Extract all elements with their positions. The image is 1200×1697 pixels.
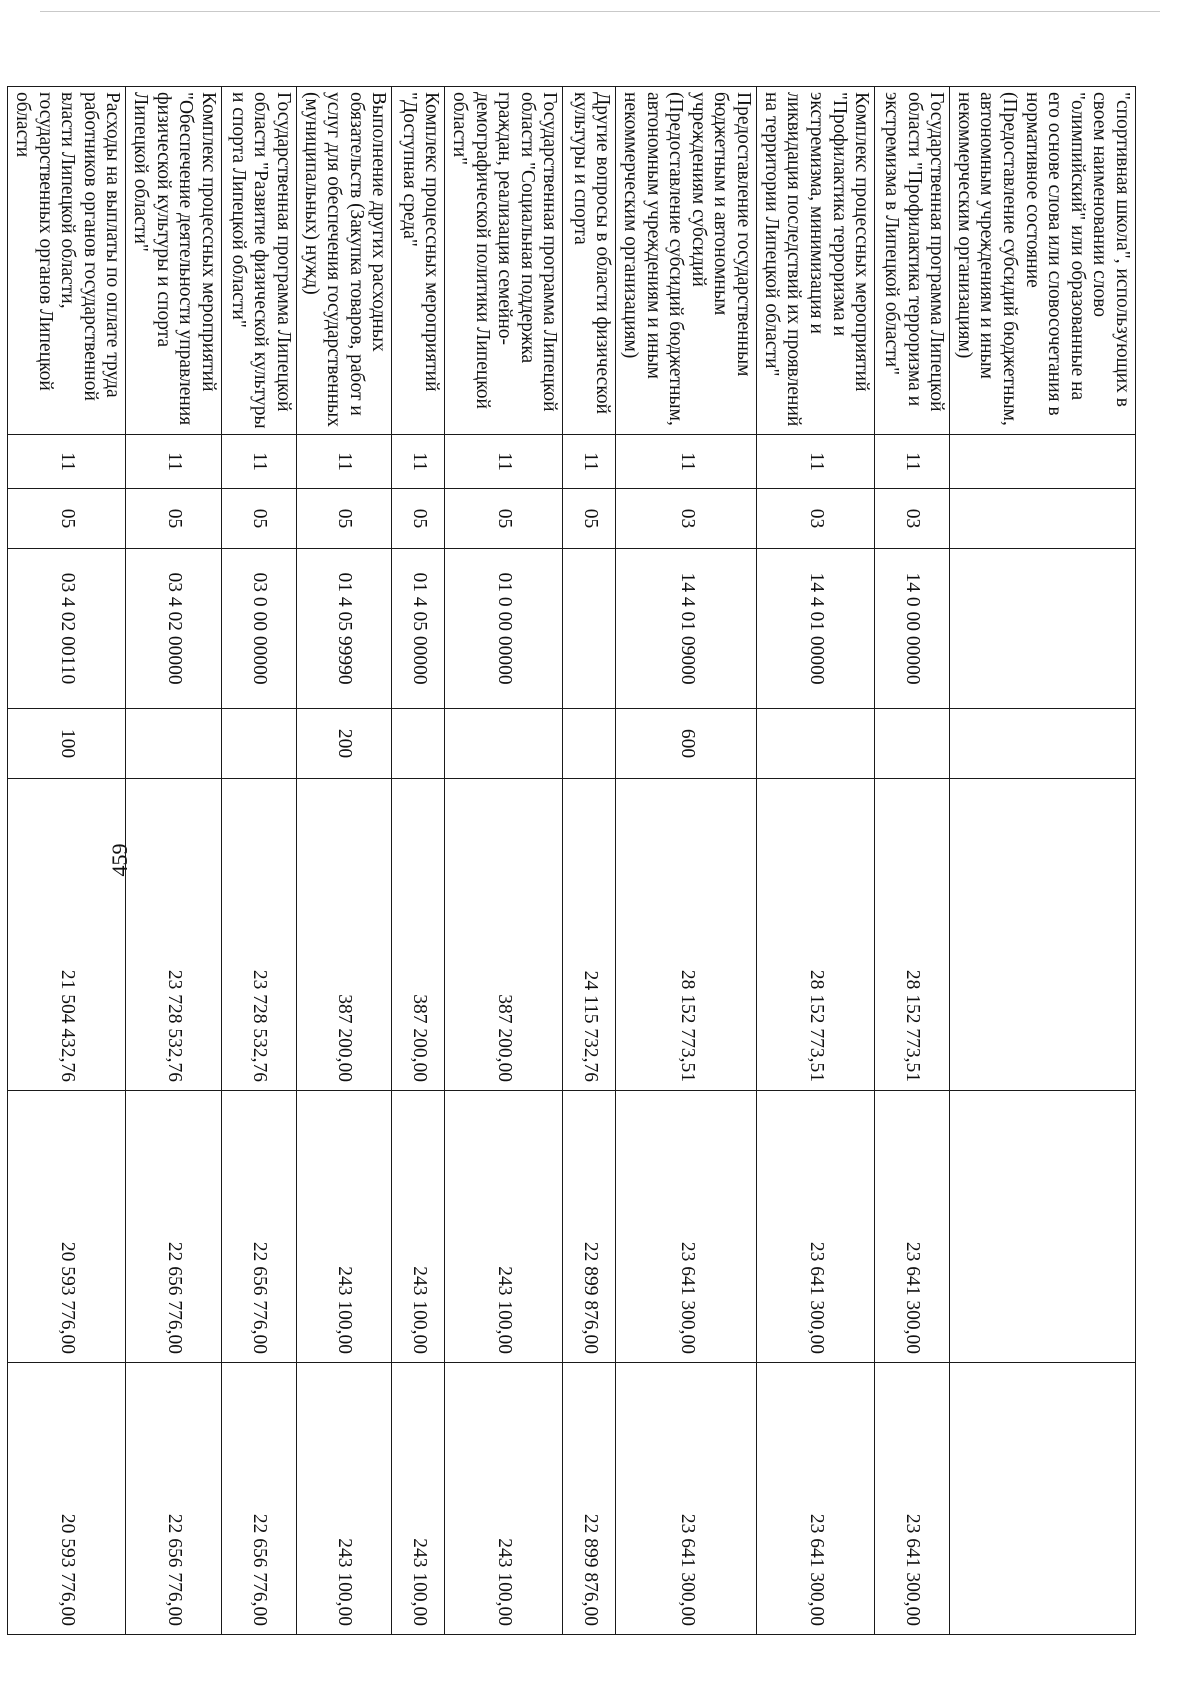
cell-amount-1: 28 152 773,51	[757, 779, 875, 1091]
cell-amount-3: 243 100,00	[392, 1363, 445, 1635]
cell-target-article	[563, 549, 616, 709]
cell-section	[950, 435, 1136, 489]
cell-expense-type: 600	[616, 709, 757, 779]
cell-amount-1: 21 504 432,76	[8, 779, 126, 1091]
cell-name: Государственная программа Липецкой области "Социальная поддержка граждан, реализация семейно-демографической политики Липецкой области"	[445, 87, 563, 435]
table-row	[616, 87, 757, 1635]
cell-section: 11	[563, 435, 616, 489]
cell-subsection: 03	[875, 489, 950, 549]
cell-amount-1: 24 115 732,76	[563, 779, 616, 1091]
cell-section: 11	[126, 435, 221, 489]
cell-expense-type	[563, 709, 616, 779]
cell-amount-3: 22 656 776,00	[221, 1363, 296, 1635]
cell-amount-1: 28 152 773,51	[875, 779, 950, 1091]
cell-amount-1: 387 200,00	[445, 779, 563, 1091]
cell-name: Выполнение других расходных обязательств (Закупка товаров, работ и услуг для обеспечения государственных (муниципальных) нужд)	[296, 87, 391, 435]
cell-amount-1: 387 200,00	[392, 779, 445, 1091]
cell-expense-type: 100	[8, 709, 126, 779]
table-row	[445, 87, 563, 1635]
cell-amount-1: 23 728 532,76	[126, 779, 221, 1091]
cell-target-article: 03 4 02 00000	[126, 549, 221, 709]
cell-amount-3: 23 641 300,00	[616, 1363, 757, 1635]
cell-section: 11	[296, 435, 391, 489]
cell-subsection: 05	[392, 489, 445, 549]
cell-section: 11	[757, 435, 875, 489]
table-body	[8, 87, 1136, 1635]
cell-amount-3: 22 899 876,00	[563, 1363, 616, 1635]
table-row	[392, 87, 445, 1635]
cell-amount-2: 23 641 300,00	[757, 1091, 875, 1363]
cell-section: 11	[875, 435, 950, 489]
cell-section: 11	[392, 435, 445, 489]
cell-amount-2	[950, 1091, 1136, 1363]
cell-amount-3: 22 656 776,00	[126, 1363, 221, 1635]
table-row	[221, 87, 296, 1635]
cell-amount-1: 28 152 773,51	[616, 779, 757, 1091]
cell-amount-2: 243 100,00	[392, 1091, 445, 1363]
cell-target-article: 14 0 00 00000	[875, 549, 950, 709]
cell-amount-1: 23 728 532,76	[221, 779, 296, 1091]
cell-subsection: 05	[221, 489, 296, 549]
cell-expense-type	[757, 709, 875, 779]
cell-amount-3: 243 100,00	[296, 1363, 391, 1635]
cell-target-article: 01 4 05 99990	[296, 549, 391, 709]
cell-subsection: 05	[8, 489, 126, 549]
table-row	[875, 87, 950, 1635]
cell-subsection: 03	[616, 489, 757, 549]
cell-name: Государственная программа Липецкой области "Развитие физической культуры и спорта Липецкой области"	[221, 87, 296, 435]
cell-expense-type	[875, 709, 950, 779]
cell-subsection: 05	[563, 489, 616, 549]
cell-amount-2: 22 656 776,00	[126, 1091, 221, 1363]
cell-amount-1: 387 200,00	[296, 779, 391, 1091]
cell-name: Государственная программа Липецкой области "Профилактика терроризма и экстремизма в Липецкой области"	[875, 87, 950, 435]
cell-name: Другие вопросы в области физической культуры и спорта	[563, 87, 616, 435]
cell-name: Комплекс процессных мероприятий "Профилактика терроризма и экстремизма, минимизация и ликвидация последствий их проявлений на территории Липецкой области"	[757, 87, 875, 435]
cell-target-article: 01 4 05 00000	[392, 549, 445, 709]
cell-target-article: 03 0 00 00000	[221, 549, 296, 709]
cell-section: 11	[8, 435, 126, 489]
cell-expense-type	[126, 709, 221, 779]
cell-amount-2: 243 100,00	[445, 1091, 563, 1363]
scan-edge-line	[40, 11, 1160, 12]
page-number: 459	[107, 843, 132, 877]
cell-target-article: 14 4 01 09000	[616, 549, 757, 709]
cell-amount-2: 243 100,00	[296, 1091, 391, 1363]
cell-amount-3	[950, 1363, 1136, 1635]
cell-target-article: 01 0 00 00000	[445, 549, 563, 709]
cell-subsection: 05	[296, 489, 391, 549]
cell-name: Расходы на выплаты по оплате труда работников органов государственной власти Липецкой области, государственных органов Липецкой области	[8, 87, 126, 435]
cell-subsection: 05	[445, 489, 563, 549]
cell-subsection: 03	[757, 489, 875, 549]
cell-expense-type: 200	[296, 709, 391, 779]
cell-section: 11	[221, 435, 296, 489]
cell-subsection: 05	[126, 489, 221, 549]
cell-section: 11	[445, 435, 563, 489]
cell-name: Комплекс процессных мероприятий "Обеспечение деятельности управления физической культуры и спорта Липецкой области"	[126, 87, 221, 435]
cell-name: "спортивная школа", использующих в своем наименовании слово "олимпийский" или образованные на его основе слова или словосочетания в нормативное состояние (Предоставление субсидий бюджетным, автономным учреждениям и иным некоммерческим организациям)	[950, 87, 1136, 435]
cell-expense-type	[392, 709, 445, 779]
cell-section: 11	[616, 435, 757, 489]
cell-target-article: 14 4 01 00000	[757, 549, 875, 709]
cell-amount-2: 22 656 776,00	[221, 1091, 296, 1363]
cell-amount-3: 23 641 300,00	[875, 1363, 950, 1635]
cell-expense-type	[445, 709, 563, 779]
budget-table	[7, 86, 1136, 1635]
table-row	[757, 87, 875, 1635]
table-row	[950, 87, 1136, 1635]
table-row	[8, 87, 126, 1635]
cell-expense-type	[950, 709, 1136, 779]
cell-amount-2: 22 899 876,00	[563, 1091, 616, 1363]
cell-name: Комплекс процессных мероприятий "Доступная среда"	[392, 87, 445, 435]
table-row	[126, 87, 221, 1635]
table-row	[563, 87, 616, 1635]
table-row	[296, 87, 391, 1635]
cell-amount-1	[950, 779, 1136, 1091]
cell-name: Предоставление государственным бюджетным и автономным учреждениям субсидий (Предоставление субсидий бюджетным, автономным учреждениям и иным некоммерческим организациям)	[616, 87, 757, 435]
cell-amount-2: 23 641 300,00	[875, 1091, 950, 1363]
cell-amount-2: 20 593 776,00	[8, 1091, 126, 1363]
cell-amount-3: 20 593 776,00	[8, 1363, 126, 1635]
cell-target-article	[950, 549, 1136, 709]
cell-amount-3: 23 641 300,00	[757, 1363, 875, 1635]
cell-subsection	[950, 489, 1136, 549]
cell-expense-type	[221, 709, 296, 779]
cell-amount-3: 243 100,00	[445, 1363, 563, 1635]
cell-amount-2: 23 641 300,00	[616, 1091, 757, 1363]
cell-target-article: 03 4 02 00110	[8, 549, 126, 709]
